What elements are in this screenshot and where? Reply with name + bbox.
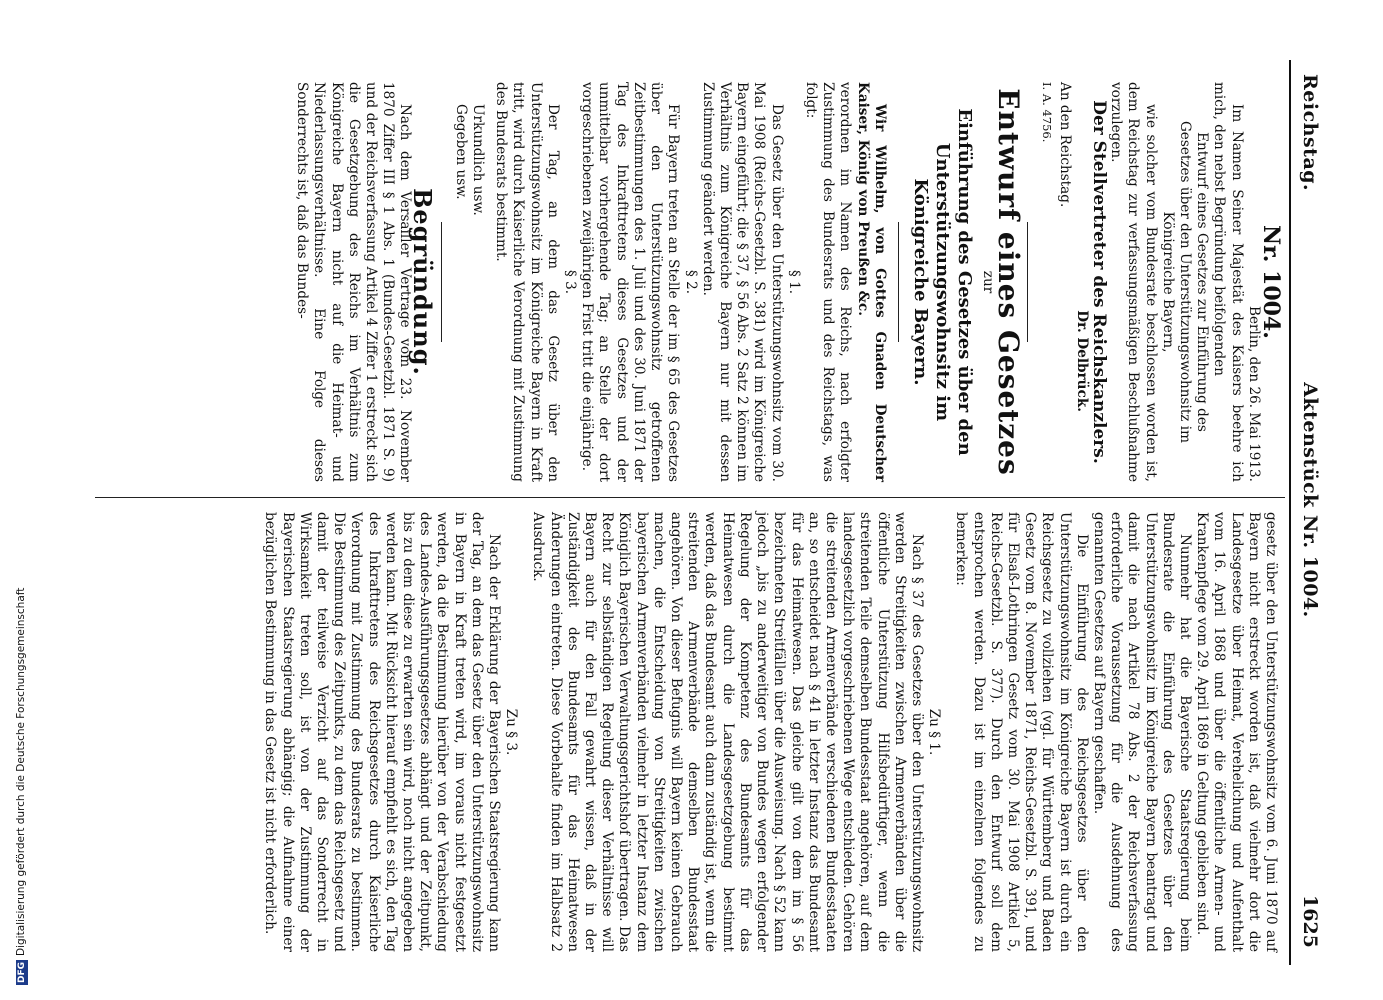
- draft-zur: zur: [979, 270, 996, 294]
- section-1-text: Das Gesetz über den Unterstützungswohnsitz vom 30. Mai 1908 (Reichs-Gesetzbl. S. 381) wird im Königreiche Bayern eingeführt; die § 37, § 56 Abs. 2 Satz 2 können im Verhältnis zum Königreiche Bayern nur mit dessen Zustimmung geändert werden.: [699, 82, 785, 482]
- section-2-heading: § 2.: [682, 269, 699, 295]
- header-rule: [1289, 60, 1291, 965]
- dfg-logo: DFG: [17, 961, 27, 983]
- begruendung-text: Nach dem Versailler Vertrage vom 23. November 1870 Ziffer III § 1 Abs. 1 (Bundes-Gesetzbl. 1871 S. 9) und der Reichsverfassung Artikel 4 Ziffer 1 erstreckt sich die Gesetzgebung des Reichs im Verhältnis zum Königreiche Bayern nicht auf die Heimat- und Niederlassungsverhältnisse. Eine Folge dieses Sonderrechts ist, daß das Bundes-: [294, 82, 414, 482]
- section-3-heading: § 3.: [562, 269, 579, 295]
- document-number: Nr. 1004.: [1258, 225, 1284, 339]
- separator-rule: [898, 222, 899, 342]
- preamble: Wir Wilhelm, von Gottes Gnaden Deutscher Kaiser, König von Preußen &c.: [854, 82, 888, 482]
- section-3-text: Der Tag, an dem das Gesetz über den Unterstützungswohnsitz im Königreiche Bayern in Kraft tritt, wird durch Kaiserliche Verordnung mit Zustimmung des Bundesrats bestimmt.: [493, 82, 561, 482]
- section-2-text: Für Bayern treten an Stelle der im § 65 des Gesetzes über den Unterstützungswohnsitz getroffenen Zeitbestimmungen des 1. Juli und des 30. Juni 1871 der Tag des Inkrafttretens dieses Gesetzes und der unmittelbar vorhergehende Tag; an Stelle der dort vorgeschriebenen zweijährigen Frist tritt die einjährige.: [579, 82, 682, 482]
- right-column: [261, 512, 1279, 952]
- reference-number: I. A. 4756.: [1040, 82, 1055, 143]
- urkundlich: Urkundlich usw.: [470, 104, 487, 216]
- intro-text: Im Namen Seiner Majestät des Kaisers beehre ich mich, den nebst Begründung beifolgenden: [1211, 82, 1245, 482]
- separator-rule: [1027, 222, 1028, 342]
- left-column: [293, 82, 1284, 482]
- column-divider: [95, 497, 1285, 498]
- credit-text: Digitalisierung gefördert durch die Deutsche Forschungsgemeinschaft: [15, 587, 27, 956]
- running-head-left: Reichstag.: [1299, 74, 1321, 192]
- intro-closing: wie solcher vom Bundesrate beschlossen worden ist, dem Reichstag zur verfassungsmäßigen Beschlußnahme vorzulegen.: [1108, 82, 1159, 482]
- dateline: Berlin, den 26. Mai 1913.: [1245, 306, 1262, 482]
- running-head-title: Aktenstück Nr. 1004.: [1299, 382, 1321, 618]
- signer-title: Der Stellvertreter des Reichskanzlers.: [1088, 100, 1109, 464]
- right-paragraph-1: gesetz über den Unterstützungswohnsitz vom 6. Juni 1870 auf Bayern nicht erstreckt worden ist, daß vielmehr dort die Landesgesetze über Heimat, Verehelichung und Aufenthalt vom 16. April 1868 und über die öffentliche Armen- und Krankenpflege vom 29. April 1869 in Geltung geblieben sind.: [1194, 512, 1279, 952]
- zu-section-3-heading: Zu § 3.: [503, 708, 520, 756]
- zu-section-1-heading: Zu § 1.: [926, 708, 943, 756]
- zu-section-1-text: Nach § 37 des Gesetzes über den Unterstützungswohnsitz werden Streitigkeiten zwischen Armenverbänden über die öffentliche Unterstützung Hilfsbedürftiger, wenn die streitenden Teile demselben Bundesstaat angehören, auf dem landesgesetzlich vorgeschriebenen Wege entschieden. Gehören die streitenden Armenverbände verschiedenen Bundesstaaten an, so entscheidet nach § 41 in letzter Instanz das Bundesamt für das Heimatwesen. Das gleiche gilt von dem im § 56 bezeichneten Streitfällen über die Ausweisung. Nach § 52 kann jedoch „bis zu anderweitiger von Bundes wegen erfolgender Regelung der Kompetenz des Bundesamts für das Heimatwesen durch die Landesgesetzgebung bestimmt werden, daß das Bundesamt auch dann zuständig ist, wenn die streitenden Armenverbände demselben Bundesstaat angehören. Von dieser Befugnis will Bayern keinen Gebrauch machen, die Entscheidung von Streitigkeiten zwischen bayerischen Armenverbänden vielmehr in letzter Instanz dem Königlich Bayerischen Verwaltungsgerichtshof übertragen. Das Recht zur selbständigen Regelung dieser Verhältnisse will Bayern auch für den Fall gewahrt wissen, daß in der Zuständigkeit des Bundesamts für das Heimatwesen Änderungen eintreten. Diese Vorbehalte finden im Halbsatz 2 Ausdruck.: [530, 512, 925, 952]
- right-paragraph-3: Die Einführung des Reichsgesetzes über den Unterstützungswohnsitz im Königreiche Bayern ist durch ein Reichsgesetz zu vollziehen (vgl. für Württemberg und Baden Gesetz vom 8. November 1871, Reichs-Gesetzbl. S. 391, und für Elsaß-Lothringen Gesetz vom 30. Mai 1908 Artikel 5, Reichs-Gesetzbl. S. 377). Durch den Entwurf soll dem entsprochen werden. Dazu ist im einzelnen folgendes zu bemerken:: [953, 512, 1090, 952]
- zu-section-3-text: Nach der Erklärung der Bayerischen Staatsregierung kann der Tag, an dem das Gesetz über den Unterstützungswohnsitz in Bayern in Kraft treten wird, im voraus nicht festgesetzt werden, da die Bestimmung hierüber von der Verabschiedung des Landes-Ausführungsgesetzes abhängt und der Zeitpunkt, bis zu dem diese zu erwarten sein wird, noch nicht angegeben werden kann. Mit Rücksicht hierauf empfiehlt es sich, den Tag des Inkrafttretens des Reichsgesetzes durch Kaiserliche Verordnung mit Zustimmung des Bundesrats zu bestimmen. Die Bestimmung des Zeitpunkts, zu dem das Reichsgesetz und damit der teilweise Verzicht auf das Sonderrecht in Wirksamkeit treten soll, ist von der Zustimmung der Bayerischen Staatsregierung abhängig; die Aufnahme einer bezüglichen Bestimmung in das Gesetz ist nicht erforderlich.: [262, 512, 503, 952]
- draft-subtitle: Einführung des Gesetzes über den Unterstützungswohnsitz im Königreiche Bayern.: [909, 108, 975, 456]
- intro-title: Entwurf eines Gesetzes zur Einführung des Gesetzes über den Unterstützungswohnsitz im Königreiche Bayern,: [1159, 120, 1211, 444]
- separator-rule: [441, 222, 442, 342]
- addressee: An den Reichstag.: [1056, 82, 1073, 208]
- page-number: 1625: [1299, 895, 1321, 948]
- preamble-text: verordnen im Namen des Reichs, nach erfolgter Zustimmung des Bundesrats und des Reichstags, was folgt:: [802, 82, 854, 482]
- draft-title: Entwurf eines Gesetzes: [992, 88, 1026, 476]
- begruendung-heading: Begründung.: [407, 188, 437, 376]
- signer-name: Dr. Delbrück.: [1073, 310, 1090, 412]
- section-1-heading: § 1.: [785, 269, 802, 295]
- right-paragraph-2: Nunmehr hat die Bayerische Staatsregierung beim Bundesrate die Einführung des Gesetzes über den Unterstützungswohnsitz im Königreiche Bayern beantragt und damit die nach Artikel 78 Abs. 2 der Reichsverfassung erforderliche Voraussetzung für die Ausdehnung des genannten Gesetzes auf Bayern geschaffen.: [1090, 512, 1193, 952]
- digitization-credit: [14, 0, 28, 985]
- gegeben: Gegeben usw.: [452, 104, 469, 200]
